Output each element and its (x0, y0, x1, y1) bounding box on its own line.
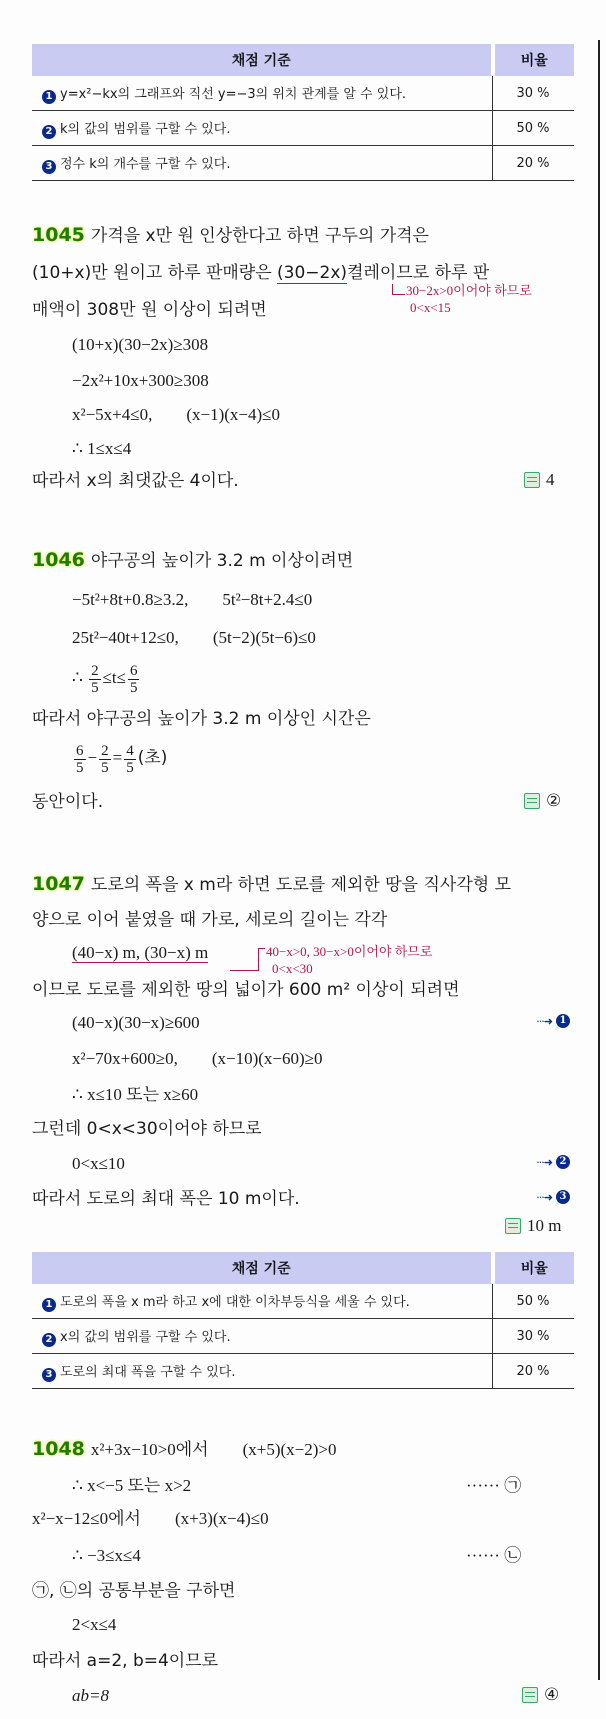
equation-part: (5t−2)(5t−6)≤0 (212, 628, 316, 647)
equation: ∴ 1≤x≤4 (72, 439, 132, 458)
grading-criteria-table-1 (32, 44, 574, 181)
text: (10+x)만 원이고 하루 판매량은 (32, 263, 278, 283)
equation: 2<x≤4 (72, 1615, 117, 1634)
numerator: 4 (126, 742, 134, 759)
equation: (40−x)(30−x)≥600 (72, 1013, 200, 1032)
ratio-header: 비율 (493, 44, 575, 76)
page-margin-rule (598, 40, 600, 1680)
operator: − (87, 748, 98, 767)
fraction (89, 663, 101, 696)
table-row (32, 1284, 574, 1319)
step-2-badge: 2 (42, 125, 56, 139)
annotation-bracket (392, 284, 405, 295)
answer-icon (524, 472, 540, 488)
table-row (32, 76, 574, 111)
equation-part: −5t²+8t+0.8≥3.2, (72, 590, 189, 609)
equation-part: (x−1)(x−4)≤0 (186, 405, 281, 424)
table-row (32, 146, 574, 181)
equation-part: x²−5x+4≤0, (72, 405, 153, 424)
annotation-note: 40−x>0, 30−x>0이어야 하므로 (266, 944, 433, 959)
text-line: 따라서 도로의 최대 폭은 10 m이다. (32, 1189, 300, 1209)
ratio-value: 30 % (493, 76, 575, 111)
equation (72, 589, 312, 611)
criteria-text: 정수 k의 개수를 구할 수 있다. (60, 156, 231, 172)
annotation-note: 30−2x>0이어야 하므로 (406, 283, 532, 298)
answer-icon (522, 1687, 538, 1703)
fraction (74, 743, 86, 776)
equation: ∴ x<−5 또는 x>2 (72, 1476, 192, 1495)
fraction (128, 663, 140, 696)
criteria-text: 도로의 폭을 x m라 하고 x에 대한 이차부등식을 세울 수 있다. (60, 1294, 410, 1310)
problem-number: 1047 (32, 873, 85, 895)
text-line: 이므로 도로를 제외한 땅의 넓이가 600 m² 이상이 되려면 (32, 980, 460, 1000)
numerator: 6 (129, 662, 138, 679)
text-line: 양으로 이어 붙였을 때 가로, 세로의 길이는 각각 (32, 910, 388, 930)
denominator: 5 (76, 759, 84, 776)
equation-part: (x+5)(x−2)>0 (242, 1440, 337, 1459)
criteria-header: 채점 기준 (32, 1252, 493, 1284)
text: 켤레이므로 하루 판 (347, 263, 490, 283)
equation: −2x²+10x+300≥308 (72, 371, 209, 390)
equation-part: (x+3)(x−4)≤0 (174, 1509, 269, 1528)
therefore-symbol: ∴ (72, 668, 83, 687)
problem-1045-line2 (32, 262, 489, 284)
arrow-icon: ···➜ (536, 1155, 552, 1169)
step-1-badge: 1 (556, 1014, 570, 1028)
text-line: ㉠, ㉡의 공통부분을 구하면 (32, 1581, 236, 1601)
answer (522, 1685, 559, 1705)
problem-number: 1045 (32, 224, 85, 246)
text-line: 따라서 야구공의 높이가 3.2 m 이상인 시간은 (32, 709, 371, 729)
fraction (99, 743, 111, 776)
criteria-text: 도로의 최대 폭을 구할 수 있다. (60, 1364, 236, 1380)
criteria-text: y=x²−kx의 그래프와 직선 y=−3의 위치 관계를 알 수 있다. (60, 86, 407, 102)
numerator: 6 (76, 742, 84, 759)
equation: ab=8 (72, 1686, 109, 1705)
text-line: 동안이다. (32, 792, 104, 812)
table-row (32, 111, 574, 146)
problem-number: 1048 (32, 1438, 85, 1460)
grading-criteria-table-2 (32, 1252, 574, 1389)
problem-1045-line1 (32, 224, 429, 247)
denominator: 5 (126, 759, 134, 776)
equation-part: (x−10)(x−60)≥0 (211, 1049, 323, 1068)
problem-1047-line1 (32, 873, 511, 896)
unit: (초) (137, 748, 168, 768)
fraction (124, 743, 136, 776)
marker: ······ ㉠ (466, 1476, 522, 1495)
text-line: 그런데 0<x<30이어야 하므로 (32, 1119, 262, 1139)
text: 도로의 폭을 x m라 하면 도로를 제외한 땅을 직사각형 모 (90, 875, 512, 895)
ratio-header: 비율 (493, 1252, 575, 1284)
step-1-badge: 1 (42, 90, 56, 104)
equation-part: x²−x−12≤0에서 (32, 1509, 141, 1528)
text: 야구공의 높이가 3.2 m 이상이려면 (90, 551, 354, 571)
equation: ∴ −3≤x≤4 (72, 1546, 141, 1565)
annotation-bracket (258, 948, 265, 969)
underlined-expression (72, 942, 208, 964)
answer (524, 470, 555, 490)
underlined-expression: (30−2x) (277, 263, 348, 283)
answer (505, 1216, 561, 1236)
equation (72, 660, 141, 696)
step-3-badge: 3 (42, 1368, 56, 1382)
problem-1045-line3: 매액이 308만 원 이상이 되려면 (32, 300, 267, 320)
annotation-bracket (230, 964, 259, 971)
text-line: 따라서 a=2, b=4이므로 (32, 1651, 219, 1671)
step-3-badge: 3 (556, 1190, 570, 1204)
equation-part: x²−70x+600≥0, (72, 1049, 178, 1068)
ratio-value: 30 % (493, 1319, 575, 1354)
equation (72, 404, 280, 426)
step-marker (536, 1190, 574, 1204)
annotation-note: 0<x<30 (272, 961, 313, 976)
ratio-value: 50 % (493, 111, 575, 146)
answer-value: ② (546, 791, 562, 811)
step-1-badge: 1 (42, 1298, 56, 1312)
answer-value: ④ (544, 1685, 560, 1705)
answer-icon (505, 1218, 521, 1234)
arrow-icon: ···➜ (536, 1014, 552, 1028)
equation (72, 1048, 323, 1070)
marker: ······ ㉡ (466, 1546, 522, 1565)
numerator: 2 (91, 662, 99, 679)
equation-part: 5t²−8t+2.4≤0 (222, 590, 313, 609)
step-2-badge: 2 (42, 1333, 56, 1347)
step-2-badge: 2 (556, 1155, 570, 1169)
operator: = (112, 748, 123, 767)
conclusion: 따라서 x의 최댓값은 4이다. (32, 471, 239, 491)
expression: (40−x) m, (30−x) m (72, 943, 209, 962)
problem-number: 1046 (32, 549, 85, 571)
equation (32, 1508, 269, 1530)
problem-1048-line1 (32, 1438, 337, 1461)
answer-value: 4 (546, 470, 555, 489)
numerator: 2 (101, 742, 109, 759)
criteria-text: k의 값의 범위를 구할 수 있다. (60, 121, 231, 137)
ratio-value: 20 % (493, 146, 575, 181)
answer (524, 791, 561, 811)
annotation-note: 0<x<15 (410, 300, 451, 315)
problem-1046-line1 (32, 549, 353, 572)
denominator: 5 (91, 679, 99, 696)
step-marker (536, 1014, 574, 1028)
equation: ∴ x≤10 또는 x≥60 (72, 1085, 199, 1104)
ratio-value: 50 % (493, 1284, 575, 1319)
equation (72, 740, 167, 776)
equation: (10+x)(30−2x)≥308 (72, 335, 209, 354)
equation (72, 627, 316, 649)
equation-part: ≤t≤ (102, 668, 126, 687)
answer-value: 10 m (527, 1216, 562, 1235)
equation-part: x²+3x−10>0에서 (90, 1440, 209, 1459)
arrow-icon: ···➜ (536, 1190, 552, 1204)
equation-part: 25t²−40t+12≤0, (72, 628, 179, 647)
ratio-value: 20 % (493, 1354, 575, 1389)
table-row (32, 1319, 574, 1354)
criteria-header: 채점 기준 (32, 44, 493, 76)
denominator: 5 (101, 759, 109, 776)
table-row (32, 1354, 574, 1389)
text: 가격을 x만 원 인상한다고 하면 구두의 가격은 (90, 226, 429, 246)
answer-icon (524, 793, 540, 809)
criteria-text: x의 값의 범위를 구할 수 있다. (60, 1329, 231, 1345)
step-3-badge: 3 (42, 160, 56, 174)
denominator: 5 (129, 679, 138, 696)
step-marker (536, 1155, 574, 1169)
equation: 0<x≤10 (72, 1154, 125, 1173)
